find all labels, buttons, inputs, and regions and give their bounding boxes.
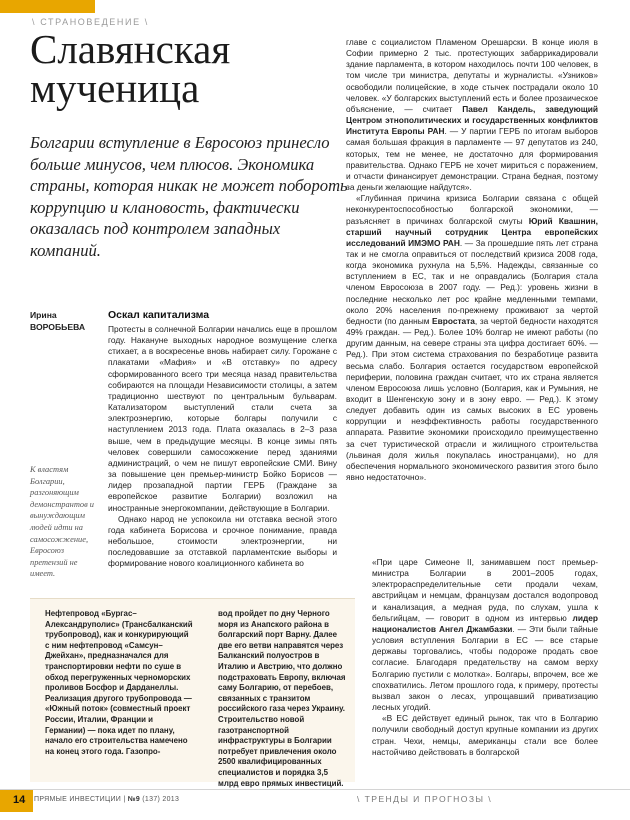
paragraph: Однако народ не успокоила ни отставка весной этого года кабинета Борисова и срочное понимание, правда небольшое, стоимости электроэнергии, ни последовавшие за отставкой парламентские выборы и формирование нового коалиционного кабинета во (108, 513, 337, 569)
middle-column (108, 309, 337, 569)
magazine-issue: ПРЯМЫЕ ИНВЕСТИЦИИ | №9 (137) 2013 (34, 796, 180, 803)
footer-divider (0, 789, 630, 790)
paragraph: «В ЕС действует единый рынок, так что в Болгарию получили свободный доступ крупные компании из других стран. Чехи, немцы, американцы стали все более настойчиво действовать в болгарской (372, 713, 598, 757)
article-lead: Болгарии вступление в Евросоюз принесло больше минусов, чем плюсов. Экономика страны, которая никак не может побороть коррупцию и клановость, фактически оказалась под контролем западных компаний. (30, 133, 348, 260)
page-number: 14 (13, 794, 26, 806)
issue-detail: (137) 2013 (142, 796, 180, 803)
title-line-1: Славянская (30, 26, 231, 72)
source-name: Евростата (432, 315, 475, 326)
expert-name: Павел Кандель, заведующий Центром этнополитических и государственных конфликтов Института Европы РАН (346, 103, 599, 137)
expert-name: Юрий Квашнин, старший научный сотрудник Центра европейских исследований ИМЭМО РАН (346, 215, 598, 248)
author-first-name: Ирина (30, 310, 57, 320)
issue-number: №9 (127, 796, 141, 803)
paragraph: Протесты в солнечной Болгарии начались еще в прошлом году. Накануне выходных народное возмущение слегка стихает, а в воскресенье вновь набирает силу. Горожане с плакатами «Мафия» и «В отставку» по адресу сформированного всего три месяца назад правительства собираются на площади Независимости столицы, а затем традиционно шествуют по центральным бульварам. Катализатором выступлений стали счета за электроэнергию, которые болгары получили с наступлением 2013 года. Плата оказалась в 2–3 раза выше, чем в предыдущие месяцы. В конце зимы пять человек совершили самосожжение перед зданиями администраций, о чем не пишут европейские СМИ. Вину за повышение цен премьер-министр Бойко Борисов — лидер прозападной партии ГЕРБ (Граждане за европейское развитие Болгарии) возложил на иностранные энергокомпании, действующие в Болгарии. (108, 324, 337, 513)
right-column (346, 37, 598, 483)
author-last-name: ВОРОБЬЕВА (30, 322, 86, 332)
footer-section: \ ТРЕНДЫ И ПРОГНОЗЫ \ (357, 794, 492, 804)
right-column-lower (372, 557, 598, 758)
article-title (30, 26, 340, 111)
paragraph: «Глубинная причина кризиса Болгарии связана с общей неконкурентоспособностью болгарской экономики, — разъясняет в причинах болгарской смуты Юрий Квашнин, старший научный сотрудник Центра европейских исследований ИМЭМО РАН. — За прошедшие пять лет страна так и не смогла оправиться от последствий кризиса 2008 года, когда экономика рухнула на 5,5%. Надежды, связанные со вступлением в ЕС, так и не оправдались (Болгария стала членом Евросоюза в 2007 году. — Ред.): уровень жизни в последние несколько лет рос крайне медленными темпами, около 20% населения по-прежнему проживают за чертой бедности (по данным Евростата, за чертой бедности находятся 49% граждан. — Ред.). Более 10% болгар не имеют работы (по другим данным, на севере страны эта цифра достигает 60%. — Ред.). При этом система страхования по безработице развита весьма слабо. Болгария остается государством европейской периферии, половина граждан считает, что их страна является членом Евросоюза лишь условно (Болгария, как и Румыния, не входит в Шенгенскую зону и в зону евро. — Ред.). К этому следует добавить один из самых высоких в ЕС уровень коррупции и неэффективность работы государственного аппарата. Развитие экономики происходило преимущественно за счет туристической отрасли и жилищного строительства (львиная доля жилья покупалась иностранцами), но для обеспечения нормального экономического развития этого было явно недостаточно». (346, 193, 598, 483)
magazine-name: ПРЯМЫЕ ИНВЕСТИЦИИ (34, 796, 122, 803)
infobox-text-right: вод пройдет по дну Черного моря из Анапского района в болгарский порт Варну. Далее две его ветви направятся через Балканский полуостров в Италию и Австрию, что должно подстраховать Европу, включая саму Болгарию, от перебоев, связанных с транзитом российского газа через Украину. Строительство новой газотранспортной инфраструктуры в Болгарии потребует привлечения около 2500 квалифицированных специалистов и порядка 3,5 млрд евро прямых инвестиций. (218, 609, 346, 788)
pipeline-infobox (30, 598, 355, 788)
accent-bar (0, 0, 95, 13)
author-byline (30, 309, 105, 333)
paragraph: «При царе Симеоне II, занимавшем пост премьер-министра Болгарии в 2001–2005 годах, электрораспределительные сети продали чехам, австрийцам и немцам, французам достался водопровод и канализация, а медная руда, по слухам, ушла к бельгийцам, — говорит в одном из интервью лидер националистов Ангел Джамбазки. — Эти были тайные условия вступления Болгарии в ЕС — все старые державы торговались, чтобы подороже продать свое согласие. Благодаря предательству на самом верху Болгарию пустили с молотка». Болгары, впрочем, все же спохватились. Летом прошлого года, к примеру, протесты вызвал закон о лесах, упрощавший приватизацию лесных угодий. (372, 557, 598, 713)
photo-caption: К властям Болгарии, разгоняющим демонстрантов и вынуждающим людей идти на самосожжение, Евросоюз претензий не имеет. (30, 465, 94, 579)
section-rubric: \ СТРАНОВЕДЕНИЕ \ (32, 17, 149, 27)
title-line-2: мученица (30, 65, 200, 111)
section-heading: Оскал капитализма (108, 309, 210, 321)
infobox-text-left: Нефтепровод «Бургас–Александруполис» (Трансбалканский трубопровод), как и конкурирующий с ним нефтепровод «Самсун–Джейхан», предназначался для транспортировки нефти по суше в обход перегруженных черноморских проливов Босфор и Дарданеллы. Реализация другого трубопровода — «Южный поток» (совместный проект России, Италии, Франции и Германии) — пока идет по плану, начало его строительства намечено на конец этого года. Газопро- (45, 609, 193, 756)
expert-name: лидер националистов Ангел Джамбазки (372, 612, 598, 634)
paragraph: главе с социалистом Пламеном Орешарски. В конце июля в Софии примерно 2 тыс. протестующих забаррикадировали здание парламента, в котором находилось почти 100 человек, в том числе три министра, депутаты и журналисты. «Узников» освободили полицейские, в ходе стычек пострадали около 10 человек. «У болгарских выступлений есть и более прозаическое объяснение, — считает Павел Кандель, заведующий Центром этнополитических и государственных конфликтов Института Европы РАН. — У партии ГЕРБ по итогам выборов самая большая фракция в парламенте — 97 депутатов из 240, которых, тем не менее, не достаточно для формирования правительства. Однако ГЕРБ не хочет мириться с поражением, и отчасти финансирует демонстрации. Страна бедная, поэтому за деньги желающие найдутся». (346, 37, 599, 193)
